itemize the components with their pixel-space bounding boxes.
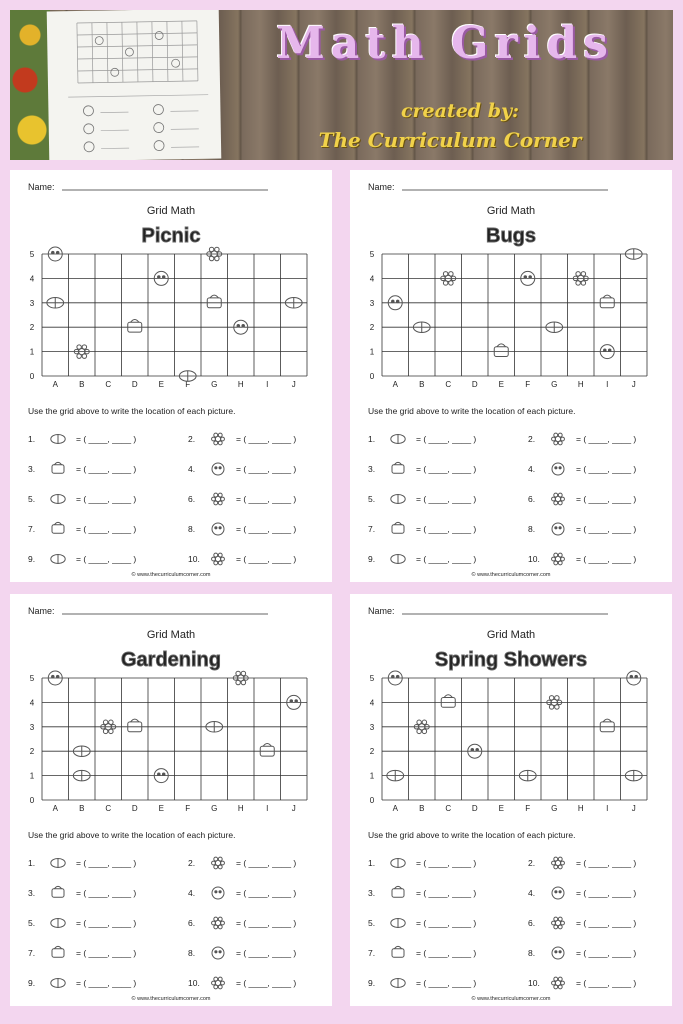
- seed-packet-icon: [52, 946, 64, 957]
- y-tick-label: 1: [369, 771, 375, 781]
- cloud-icon: [212, 857, 225, 869]
- worksheet-3: [10, 594, 332, 1006]
- x-tick-label: I: [266, 804, 269, 813]
- question-number: 3.: [368, 464, 376, 474]
- y-tick-label: 1: [369, 347, 375, 357]
- answer-blank: = ( ____, ____ ): [236, 888, 297, 898]
- x-tick-label: A: [52, 380, 58, 389]
- snail-icon: [212, 947, 224, 959]
- question-number: 10.: [528, 554, 540, 564]
- worksheet-heading: Grid Math: [146, 205, 196, 217]
- footer-credit: © www.thecurriculumcorner.com: [471, 572, 551, 578]
- question-number: 5.: [28, 918, 36, 928]
- answer-blank: = ( ____, ____ ): [416, 978, 477, 988]
- butterfly-icon: [392, 522, 404, 533]
- answer-blank: = ( ____, ____ ): [576, 554, 637, 564]
- coordinate-grid: [42, 254, 307, 376]
- answer-blank: = ( ____, ____ ): [416, 464, 477, 474]
- answer-blank: = ( ____, ____ ): [236, 918, 297, 928]
- answer-blank: = ( ____, ____ ): [416, 554, 477, 564]
- bread-icon: [207, 295, 221, 308]
- answer-blank: = ( ____, ____ ): [76, 888, 137, 898]
- x-tick-label: G: [551, 804, 558, 813]
- answer-blank: = ( ____, ____ ): [76, 948, 137, 958]
- snail-icon: [494, 344, 508, 357]
- y-tick-label: 4: [29, 274, 35, 284]
- x-tick-label: F: [525, 804, 531, 813]
- worksheet-heading: Grid Math: [486, 205, 536, 217]
- watering-can-icon: [128, 719, 142, 732]
- answer-blank: = ( ____, ____ ): [236, 494, 297, 504]
- x-tick-label: J: [631, 380, 636, 389]
- instructions: Use the grid above to write the location of each picture.: [368, 406, 576, 416]
- x-tick-label: I: [606, 804, 609, 813]
- answer-blank: = ( ____, ____ ): [236, 978, 297, 988]
- dragonfly-icon: [552, 977, 565, 989]
- answer-blank: = ( ____, ____ ): [416, 434, 477, 444]
- x-tick-label: A: [392, 804, 398, 813]
- question-number: 9.: [368, 554, 376, 564]
- question-number: 5.: [368, 494, 376, 504]
- y-tick-label: 0: [29, 796, 35, 805]
- x-tick-label: C: [105, 380, 112, 389]
- question-number: 4.: [528, 464, 536, 474]
- y-tick-label: 4: [29, 698, 35, 708]
- y-tick-label: 2: [369, 747, 375, 757]
- coordinate-grid: [382, 678, 647, 800]
- answer-blank: = ( ____, ____ ): [76, 494, 137, 504]
- banner-credit-line1: created by:: [400, 100, 520, 122]
- name-label: Name:: [28, 182, 55, 192]
- question-number: 8.: [528, 524, 536, 534]
- name-label: Name:: [28, 606, 55, 616]
- bird-icon: [392, 946, 404, 957]
- y-tick-label: 0: [369, 796, 375, 805]
- answer-blank: = ( ____, ____ ): [236, 948, 297, 958]
- answer-blank: = ( ____, ____ ): [76, 464, 137, 474]
- bread-icon: [212, 523, 224, 535]
- mushroom-icon: [600, 719, 614, 732]
- ladybug-icon: [552, 433, 565, 445]
- name-label: Name:: [368, 182, 395, 192]
- worksheet-canvas: [350, 594, 672, 1006]
- answer-blank: = ( ____, ____ ): [236, 434, 297, 444]
- question-number: 8.: [188, 524, 196, 534]
- instructions: Use the grid above to write the location of each picture.: [368, 830, 576, 840]
- bee-icon: [391, 435, 405, 444]
- footer-credit: © www.thecurriculumcorner.com: [131, 996, 211, 1002]
- answer-blank: = ( ____, ____ ): [576, 948, 637, 958]
- footer-credit: © www.thecurriculumcorner.com: [131, 572, 211, 578]
- banner-title: Math Grids: [276, 18, 614, 69]
- answer-blank: = ( ____, ____ ): [576, 888, 637, 898]
- x-tick-label: H: [577, 804, 584, 813]
- banner-credit-line2: The Curriculum Corner: [318, 128, 582, 152]
- snail-icon: [552, 463, 564, 475]
- y-tick-label: 3: [29, 722, 35, 732]
- y-tick-label: 4: [369, 274, 375, 284]
- watermelon-icon: [51, 435, 65, 444]
- answer-blank: = ( ____, ____ ): [236, 524, 297, 534]
- question-number: 4.: [528, 888, 536, 898]
- worksheet-canvas: [10, 594, 332, 1006]
- question-number: 3.: [368, 888, 376, 898]
- question-number: 7.: [28, 948, 36, 958]
- y-tick-label: 5: [369, 674, 375, 683]
- x-tick-label: F: [185, 380, 191, 389]
- ladybug-icon: [128, 320, 142, 333]
- worksheet-1: [10, 170, 332, 582]
- question-number: 1.: [368, 858, 376, 868]
- question-number: 7.: [368, 948, 376, 958]
- question-number: 3.: [28, 888, 36, 898]
- question-number: 10.: [528, 978, 540, 988]
- instructions: Use the grid above to write the location of each picture.: [28, 406, 236, 416]
- coordinate-grid: [42, 678, 307, 800]
- x-tick-label: F: [525, 380, 531, 389]
- answer-blank: = ( ____, ____ ): [416, 918, 477, 928]
- answer-blank: = ( ____, ____ ): [576, 494, 637, 504]
- frog-icon: [552, 857, 565, 869]
- y-tick-label: 1: [29, 771, 35, 781]
- dragonfly-icon: [391, 555, 405, 564]
- answer-blank: = ( ____, ____ ): [416, 858, 477, 868]
- flowers-photo: [10, 10, 50, 160]
- x-tick-label: G: [211, 804, 218, 813]
- hose-icon: [51, 919, 65, 928]
- question-number: 6.: [188, 918, 196, 928]
- x-tick-label: B: [79, 380, 85, 389]
- x-tick-label: E: [498, 380, 504, 389]
- answer-blank: = ( ____, ____ ): [576, 978, 637, 988]
- question-number: 10.: [188, 554, 200, 564]
- question-number: 8.: [188, 948, 196, 958]
- worksheet-thumbnail: [47, 10, 222, 160]
- question-number: 4.: [188, 888, 196, 898]
- y-tick-label: 5: [369, 250, 375, 259]
- question-number: 6.: [188, 494, 196, 504]
- worksheet-heading: Grid Math: [486, 629, 536, 641]
- answer-blank: = ( ____, ____ ): [576, 524, 637, 534]
- y-tick-label: 5: [29, 250, 35, 259]
- duck-icon: [392, 886, 404, 897]
- x-tick-label: H: [577, 380, 584, 389]
- y-tick-label: 2: [29, 747, 35, 757]
- answer-blank: = ( ____, ____ ): [416, 888, 477, 898]
- x-tick-label: H: [237, 804, 244, 813]
- y-tick-label: 3: [369, 298, 375, 308]
- question-number: 7.: [368, 524, 376, 534]
- carrot-icon: [212, 917, 225, 929]
- answer-blank: = ( ____, ____ ): [416, 948, 477, 958]
- theme-title: Bugs: [486, 225, 536, 247]
- ant-icon: [51, 555, 65, 564]
- question-number: 9.: [368, 978, 376, 988]
- y-tick-label: 2: [369, 323, 375, 333]
- caterpillar-icon: [600, 295, 614, 308]
- spider-icon: [392, 462, 404, 473]
- x-tick-label: D: [471, 804, 478, 813]
- question-number: 6.: [528, 918, 536, 928]
- y-tick-label: 0: [369, 372, 375, 381]
- x-tick-label: E: [158, 380, 164, 389]
- worksheet-2: [350, 170, 672, 582]
- answer-blank: = ( ____, ____ ): [76, 918, 137, 928]
- answer-blank: = ( ____, ____ ): [76, 524, 137, 534]
- question-number: 6.: [528, 494, 536, 504]
- banner: [10, 10, 673, 160]
- x-tick-label: A: [392, 380, 398, 389]
- worksheet-4: [350, 594, 672, 1006]
- x-tick-label: H: [237, 380, 244, 389]
- y-tick-label: 5: [29, 674, 35, 683]
- theme-title: Gardening: [120, 649, 222, 671]
- plate-icon: [212, 553, 225, 565]
- worksheet-canvas: [10, 170, 332, 582]
- y-tick-label: 2: [29, 323, 35, 333]
- answer-blank: = ( ____, ____ ): [416, 494, 477, 504]
- watering-can-icon: [212, 887, 224, 899]
- x-tick-label: B: [419, 804, 425, 813]
- x-tick-label: C: [105, 804, 112, 813]
- question-number: 4.: [188, 464, 196, 474]
- x-tick-label: I: [606, 380, 609, 389]
- question-number: 8.: [528, 948, 536, 958]
- flower-icon: [391, 979, 405, 988]
- x-tick-label: B: [419, 380, 425, 389]
- question-number: 3.: [28, 464, 36, 474]
- mushroom-icon: [552, 947, 564, 959]
- x-tick-label: E: [158, 804, 164, 813]
- answer-blank: = ( ____, ____ ): [576, 464, 637, 474]
- caterpillar-icon: [552, 523, 564, 535]
- question-number: 5.: [28, 494, 36, 504]
- theme-title: Picnic: [141, 225, 201, 247]
- pie-icon: [51, 495, 65, 504]
- y-tick-label: 3: [369, 722, 375, 732]
- x-tick-label: E: [498, 804, 504, 813]
- answer-blank: = ( ____, ____ ): [76, 434, 137, 444]
- boots-icon: [552, 887, 564, 899]
- answer-blank: = ( ____, ____ ): [576, 434, 637, 444]
- y-tick-label: 0: [29, 372, 35, 381]
- x-tick-label: J: [291, 804, 296, 813]
- answer-blank: = ( ____, ____ ): [236, 554, 297, 564]
- cup-icon: [212, 433, 225, 445]
- answer-blank: = ( ____, ____ ): [76, 978, 137, 988]
- answer-blank: = ( ____, ____ ): [236, 464, 297, 474]
- instructions: Use the grid above to write the location of each picture.: [28, 830, 236, 840]
- x-tick-label: D: [131, 804, 138, 813]
- question-number: 1.: [28, 434, 36, 444]
- answer-blank: = ( ____, ____ ): [576, 858, 637, 868]
- worksheet-heading: Grid Math: [146, 629, 196, 641]
- question-number: 1.: [28, 858, 36, 868]
- x-tick-label: J: [631, 804, 636, 813]
- x-tick-label: B: [79, 804, 85, 813]
- sun-icon: [51, 979, 65, 988]
- snail-icon: [260, 744, 274, 757]
- question-number: 2.: [528, 858, 536, 868]
- answer-blank: = ( ____, ____ ): [236, 858, 297, 868]
- x-tick-label: G: [211, 380, 218, 389]
- worksheet-canvas: [350, 170, 672, 582]
- basket-icon: [212, 493, 225, 505]
- name-label: Name:: [368, 606, 395, 616]
- theme-title: Spring Showers: [434, 649, 588, 671]
- question-number: 1.: [368, 434, 376, 444]
- question-number: 7.: [28, 524, 36, 534]
- boots-icon: [441, 695, 455, 708]
- y-tick-label: 3: [29, 298, 35, 308]
- x-tick-label: F: [185, 804, 191, 813]
- answer-blank: = ( ____, ____ ): [76, 554, 137, 564]
- sun-icon: [391, 859, 405, 868]
- question-number: 9.: [28, 554, 36, 564]
- question-number: 5.: [368, 918, 376, 928]
- x-tick-label: D: [131, 380, 138, 389]
- flower-icon: [391, 495, 405, 504]
- x-tick-label: G: [551, 380, 558, 389]
- question-number: 2.: [188, 858, 196, 868]
- ladybug-icon: [212, 463, 224, 475]
- y-tick-label: 1: [29, 347, 35, 357]
- x-tick-label: I: [266, 380, 269, 389]
- bunny-icon: [391, 919, 405, 928]
- question-number: 2.: [528, 434, 536, 444]
- answer-blank: = ( ____, ____ ): [76, 858, 137, 868]
- x-tick-label: C: [445, 804, 452, 813]
- x-tick-label: D: [471, 380, 478, 389]
- answer-blank: = ( ____, ____ ): [416, 524, 477, 534]
- apple-icon: [52, 462, 64, 473]
- umbrella-icon: [552, 917, 565, 929]
- question-number: 2.: [188, 434, 196, 444]
- footer-credit: © www.thecurriculumcorner.com: [471, 996, 551, 1002]
- butterfly-icon: [52, 522, 64, 533]
- x-tick-label: C: [445, 380, 452, 389]
- worm-icon: [552, 553, 565, 565]
- question-number: 10.: [188, 978, 200, 988]
- flower-icon: [51, 859, 65, 868]
- y-tick-label: 4: [369, 698, 375, 708]
- answer-blank: = ( ____, ____ ): [576, 918, 637, 928]
- question-number: 9.: [28, 978, 36, 988]
- x-tick-label: J: [291, 380, 296, 389]
- thumbnail-grid: [47, 10, 222, 160]
- trowel-icon: [52, 886, 64, 897]
- rake-icon: [212, 977, 225, 989]
- bug-icon: [552, 493, 565, 505]
- coordinate-grid: [382, 254, 647, 376]
- x-tick-label: A: [52, 804, 58, 813]
